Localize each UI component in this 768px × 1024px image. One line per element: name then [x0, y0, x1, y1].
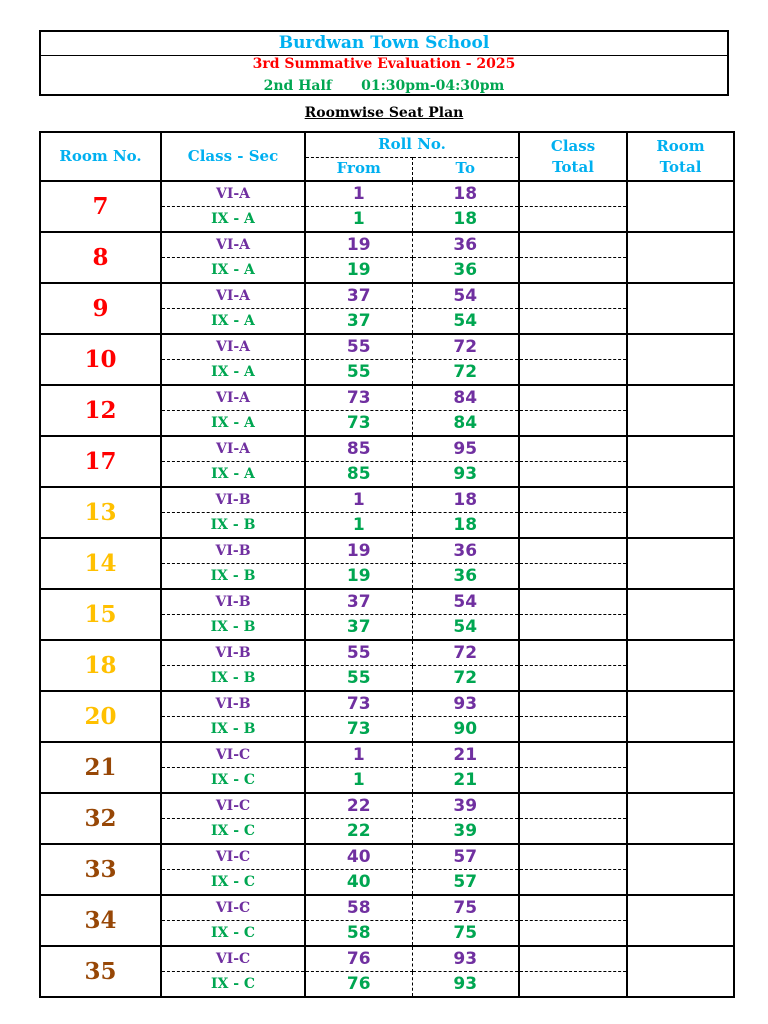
roll-from: 73 — [305, 717, 412, 743]
class-section: VI-A — [161, 283, 305, 309]
room-number: 18 — [40, 640, 161, 691]
class-total-cell — [519, 768, 627, 794]
roll-to: 93 — [412, 691, 519, 717]
class-total-cell — [519, 360, 627, 386]
class-section: IX - B — [161, 615, 305, 641]
roll-from: 1 — [305, 513, 412, 539]
exam-title: 3rd Summative Evaluation - 2025 — [252, 56, 516, 72]
roll-from: 73 — [305, 411, 412, 437]
class-total-cell — [519, 283, 627, 309]
roll-from: 40 — [305, 870, 412, 896]
class-section: IX - C — [161, 921, 305, 947]
roll-to: 21 — [412, 742, 519, 768]
class-total-cell — [519, 691, 627, 717]
roll-to: 84 — [412, 411, 519, 437]
class-section: VI-C — [161, 742, 305, 768]
roll-from: 1 — [305, 181, 412, 207]
class-section: VI-C — [161, 793, 305, 819]
room-number: 9 — [40, 283, 161, 334]
class-section: IX - A — [161, 360, 305, 386]
col-room-no: Room No. — [40, 132, 161, 181]
col-to: To — [412, 157, 519, 181]
roll-to: 93 — [412, 972, 519, 998]
room-number: 17 — [40, 436, 161, 487]
class-total-cell — [519, 207, 627, 233]
roll-to: 54 — [412, 283, 519, 309]
class-total-cell — [519, 513, 627, 539]
seat-plan-body — [40, 181, 734, 997]
roll-to: 18 — [412, 181, 519, 207]
class-section: IX - A — [161, 411, 305, 437]
room-total-cell — [627, 895, 734, 946]
class-section: IX - C — [161, 972, 305, 998]
class-total-cell — [519, 640, 627, 666]
roll-from: 19 — [305, 538, 412, 564]
table-row — [40, 334, 734, 360]
room-number: 33 — [40, 844, 161, 895]
class-total-cell — [519, 972, 627, 998]
seat-plan-table — [39, 131, 735, 998]
table-row — [40, 181, 734, 207]
roll-from: 76 — [305, 946, 412, 972]
roll-to: 57 — [412, 870, 519, 896]
room-total-cell — [627, 283, 734, 334]
class-section: IX - A — [161, 207, 305, 233]
class-section: VI-A — [161, 436, 305, 462]
roll-to: 39 — [412, 793, 519, 819]
class-total-cell — [519, 589, 627, 615]
class-total-cell — [519, 436, 627, 462]
class-total-cell — [519, 411, 627, 437]
room-total-cell — [627, 232, 734, 283]
roll-from: 1 — [305, 768, 412, 794]
class-total-cell — [519, 564, 627, 590]
class-total-cell — [519, 946, 627, 972]
roll-to: 18 — [412, 513, 519, 539]
roll-from: 37 — [305, 589, 412, 615]
class-total-cell — [519, 538, 627, 564]
col-roll-no: Roll No. — [305, 132, 519, 157]
room-number: 14 — [40, 538, 161, 589]
col-from: From — [305, 157, 412, 181]
room-number: 32 — [40, 793, 161, 844]
class-section: VI-A — [161, 385, 305, 411]
room-number: 21 — [40, 742, 161, 793]
roll-from: 73 — [305, 691, 412, 717]
room-total-cell — [627, 334, 734, 385]
class-section: VI-B — [161, 640, 305, 666]
class-section: IX - C — [161, 819, 305, 845]
table-row — [40, 589, 734, 615]
room-number: 13 — [40, 487, 161, 538]
roll-from: 1 — [305, 207, 412, 233]
roll-from: 37 — [305, 615, 412, 641]
roll-from: 85 — [305, 462, 412, 488]
roll-from: 73 — [305, 385, 412, 411]
roll-to: 18 — [412, 487, 519, 513]
room-number: 34 — [40, 895, 161, 946]
room-number: 7 — [40, 181, 161, 232]
class-section: VI-B — [161, 487, 305, 513]
table-row — [40, 946, 734, 972]
room-total-cell — [627, 640, 734, 691]
room-total-cell — [627, 181, 734, 232]
class-section: IX - B — [161, 513, 305, 539]
class-total-cell — [519, 717, 627, 743]
class-total-cell — [519, 181, 627, 207]
roll-from: 58 — [305, 895, 412, 921]
class-total-cell — [519, 615, 627, 641]
class-section: VI-B — [161, 538, 305, 564]
room-total-cell — [627, 844, 734, 895]
table-row — [40, 895, 734, 921]
col-class-sec: Class - Sec — [161, 132, 305, 181]
class-section: IX - B — [161, 717, 305, 743]
roll-to: 72 — [412, 360, 519, 386]
roll-to: 54 — [412, 309, 519, 335]
class-section: VI-B — [161, 589, 305, 615]
table-row — [40, 487, 734, 513]
room-total-cell — [627, 436, 734, 487]
class-total-cell — [519, 819, 627, 845]
table-row — [40, 385, 734, 411]
roll-to: 90 — [412, 717, 519, 743]
roll-from: 55 — [305, 640, 412, 666]
class-section: IX - A — [161, 258, 305, 284]
roll-to: 39 — [412, 819, 519, 845]
roll-to: 36 — [412, 258, 519, 284]
roll-to: 36 — [412, 232, 519, 258]
table-row — [40, 538, 734, 564]
room-number: 10 — [40, 334, 161, 385]
roll-to: 57 — [412, 844, 519, 870]
roll-to: 93 — [412, 462, 519, 488]
roll-to: 75 — [412, 921, 519, 947]
roll-from: 55 — [305, 360, 412, 386]
class-total-cell — [519, 921, 627, 947]
roll-from: 37 — [305, 309, 412, 335]
table-row — [40, 232, 734, 258]
class-total-cell — [519, 309, 627, 335]
class-total-cell — [519, 487, 627, 513]
session-time: 2nd Half 01:30pm-04:30pm — [263, 78, 505, 94]
class-section: VI-A — [161, 232, 305, 258]
class-total-cell — [519, 742, 627, 768]
room-total-cell — [627, 385, 734, 436]
roll-from: 76 — [305, 972, 412, 998]
col-class-total: Class Total — [519, 132, 627, 181]
roll-to: 36 — [412, 538, 519, 564]
class-section: IX - A — [161, 462, 305, 488]
roll-from: 19 — [305, 232, 412, 258]
roll-to: 75 — [412, 895, 519, 921]
roll-to: 84 — [412, 385, 519, 411]
school-name: Burdwan Town School — [278, 33, 490, 53]
roll-to: 93 — [412, 946, 519, 972]
class-total-cell — [519, 462, 627, 488]
class-section: VI-A — [161, 181, 305, 207]
table-row — [40, 640, 734, 666]
roll-from: 1 — [305, 742, 412, 768]
roll-from: 19 — [305, 258, 412, 284]
room-number: 35 — [40, 946, 161, 997]
class-total-cell — [519, 844, 627, 870]
class-total-cell — [519, 232, 627, 258]
roll-from: 37 — [305, 283, 412, 309]
table-row — [40, 436, 734, 462]
roll-from: 1 — [305, 487, 412, 513]
roll-from: 85 — [305, 436, 412, 462]
roll-to: 36 — [412, 564, 519, 590]
roll-to: 21 — [412, 768, 519, 794]
room-total-cell — [627, 946, 734, 997]
room-total-cell — [627, 589, 734, 640]
class-section: IX - A — [161, 309, 305, 335]
room-number: 15 — [40, 589, 161, 640]
roll-from: 22 — [305, 793, 412, 819]
table-row — [40, 691, 734, 717]
room-total-cell — [627, 691, 734, 742]
roll-to: 54 — [412, 615, 519, 641]
room-total-cell — [627, 487, 734, 538]
roll-from: 55 — [305, 666, 412, 692]
class-total-cell — [519, 793, 627, 819]
room-total-cell — [627, 742, 734, 793]
roll-to: 72 — [412, 334, 519, 360]
roll-to: 72 — [412, 666, 519, 692]
table-row — [40, 742, 734, 768]
room-number: 8 — [40, 232, 161, 283]
class-section: IX - C — [161, 768, 305, 794]
plan-title: Roomwise Seat Plan — [304, 105, 464, 121]
table-row — [40, 844, 734, 870]
roll-from: 22 — [305, 819, 412, 845]
roll-to: 72 — [412, 640, 519, 666]
class-section: VI-B — [161, 691, 305, 717]
roll-from: 55 — [305, 334, 412, 360]
class-section: VI-C — [161, 895, 305, 921]
roll-from: 58 — [305, 921, 412, 947]
class-total-cell — [519, 895, 627, 921]
class-total-cell — [519, 870, 627, 896]
class-total-cell — [519, 385, 627, 411]
class-section: VI-C — [161, 946, 305, 972]
room-number: 20 — [40, 691, 161, 742]
room-total-cell — [627, 538, 734, 589]
table-row — [40, 793, 734, 819]
roll-to: 95 — [412, 436, 519, 462]
class-total-cell — [519, 334, 627, 360]
class-total-cell — [519, 258, 627, 284]
room-total-cell — [627, 793, 734, 844]
class-section: VI-A — [161, 334, 305, 360]
class-section: IX - B — [161, 666, 305, 692]
roll-from: 19 — [305, 564, 412, 590]
room-number: 12 — [40, 385, 161, 436]
roll-from: 40 — [305, 844, 412, 870]
class-section: IX - B — [161, 564, 305, 590]
roll-to: 54 — [412, 589, 519, 615]
class-total-cell — [519, 666, 627, 692]
class-section: VI-C — [161, 844, 305, 870]
class-section: IX - C — [161, 870, 305, 896]
header-box — [39, 30, 729, 96]
col-room-total: Room Total — [627, 132, 734, 181]
table-row — [40, 283, 734, 309]
roll-to: 18 — [412, 207, 519, 233]
